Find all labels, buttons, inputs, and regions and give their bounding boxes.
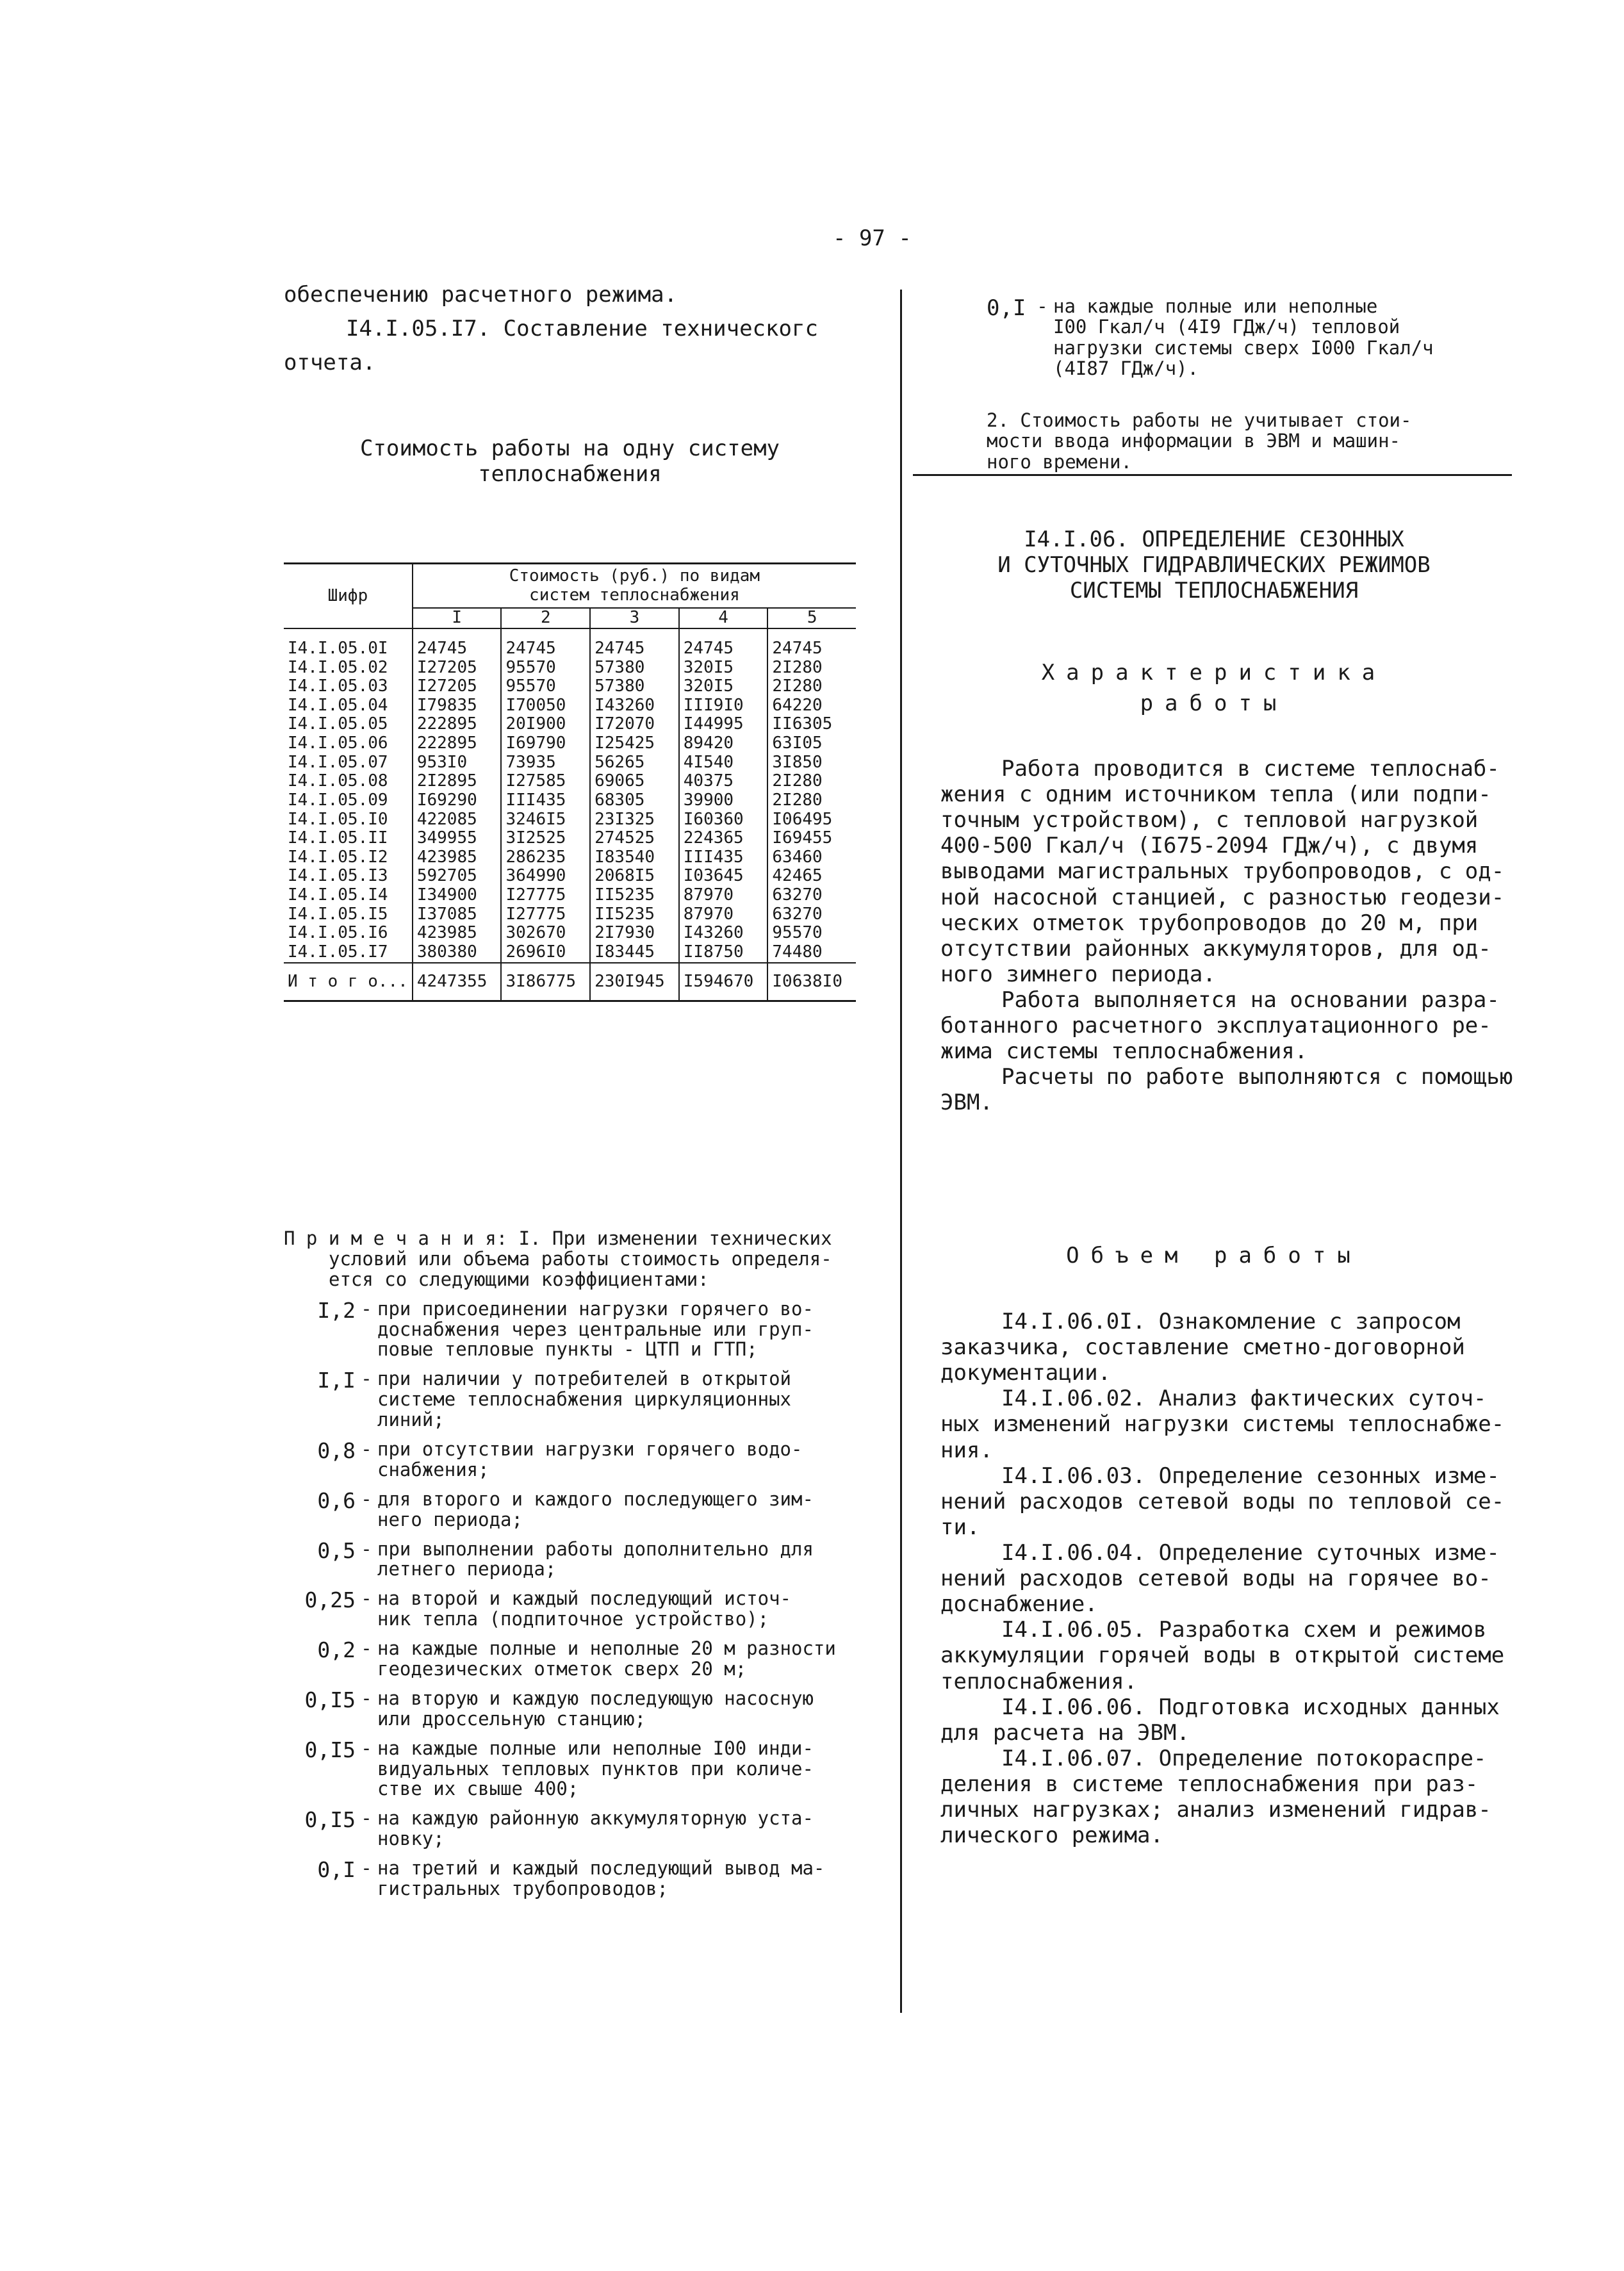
table-row [284,886,856,905]
cost-cell: 2I280 [767,791,856,810]
coefficient-text: для второго и каждого последующего зим- него периода; [377,1488,814,1530]
cost-cell: 224365 [679,829,768,848]
cost-cell: 4I540 [679,753,768,773]
row-code: I4.I.05.0I [288,638,388,658]
coefficient-note [284,1689,892,1730]
cost-cell: 24745 [679,628,768,659]
coefficient-text: на вторую и каждую последующую насосную или дроссельную станцию; [377,1687,814,1730]
cost-table [284,562,856,1002]
coefficient-note [284,1539,892,1580]
table-row [284,696,856,716]
cost-cell: I79835 [413,696,502,716]
coefficient-text: при отсутствии нагрузки горячего водо- снабжения; [377,1438,803,1480]
right-note-2: 2. Стоимость работы не учитывает стои- мости ввода информации в ЭВМ и машин- ного времени. [987,409,1412,473]
cost-cell: I44995 [679,715,768,734]
table-row [284,677,856,696]
total-value: I0638I0 [767,963,856,1001]
cost-cell: 87970 [679,905,768,924]
cost-cell: 2068I5 [590,867,679,886]
row-code: I4.I.05.I5 [288,904,388,924]
cost-cell: 24745 [767,628,856,659]
coefficient-note [284,1589,892,1630]
total-value: 4247355 [413,963,502,1001]
table-row [284,659,856,678]
coefficient-value: I,I [317,1368,356,1393]
dash: - [361,1857,372,1880]
table-row [284,867,856,886]
coefficient-text: при наличии у потребителей в открытой системе теплоснабжения циркуляционных линий; [377,1368,792,1431]
table-row [284,924,856,943]
cost-cell: I34900 [413,886,502,905]
coefficient-note [284,1739,892,1800]
coefficient-value: 0,I5 [304,1737,356,1762]
coefficient-value: 0,2 [317,1637,356,1663]
table-row [284,753,856,773]
cost-cell: II6305 [767,715,856,734]
cost-cell: 422085 [413,810,502,830]
code-header: Шифр [284,564,413,628]
row-code: I4.I.05.02 [288,657,388,677]
volume-text [940,1309,1543,1848]
work-item: I4.I.06.03. Определение сезонных изме- нений расходов сетевой воды по тепловой се- ти. [940,1463,1505,1540]
cost-cell: 423985 [413,848,502,867]
dash: - [361,1687,372,1709]
cost-cell: 74480 [767,943,856,963]
work-item: I4.I.06.0I. Ознакомление с запросом заказчика, составление сметно-договорной документации. [940,1309,1465,1386]
coefficient-value: 0,I5 [304,1687,356,1712]
table-row [284,791,856,810]
table-row [284,734,856,753]
characteristics-text [940,756,1543,1116]
coefficient-note [284,1369,892,1431]
work-item: I4.I.06.06. Подготовка исходных данных для расчета на ЭВМ. [940,1694,1500,1746]
notes-block [284,1229,892,1899]
dash: - [361,1438,372,1461]
cost-cell: 95570 [501,659,590,678]
row-code: I4.I.05.I3 [288,866,388,886]
cost-cell: 39900 [679,791,768,810]
cost-cell: II5235 [590,905,679,924]
cost-cell: III435 [679,848,768,867]
cost-cell: 302670 [501,924,590,943]
cost-cell: 63270 [767,905,856,924]
coefficient-text: на третий и каждый последующий вывод ма- гистральных трубопроводов; [377,1857,825,1900]
cost-cell: I69455 [767,829,856,848]
cost-cell: 3I850 [767,753,856,773]
coefficient-value: 0,5 [317,1537,356,1563]
cost-cell: 95570 [767,924,856,943]
cost-cell: 274525 [590,829,679,848]
cost-cell: I69790 [501,734,590,753]
column-header: I [413,608,502,628]
cost-cell: 364990 [501,867,590,886]
cost-cell: 95570 [501,677,590,696]
row-code: I4.I.05.09 [288,790,388,810]
notes-lead-word: П р и м е ч а н и я: [284,1227,508,1249]
dash: - [361,1807,372,1830]
dash: - [361,1537,372,1560]
cost-cell: 380380 [413,943,502,963]
row-code: I4.I.05.05 [288,714,388,734]
cost-cell: I27205 [413,677,502,696]
coefficient-note [284,1439,892,1480]
cost-cell: I70050 [501,696,590,716]
paragraph: Работа проводится в системе теплоснаб- жения с одним источником тепла (или подпи- точным устройством), с тепловой нагрузкой 400-500 Гкал/ч (I675-2094 ГДж/ч), с двумя выводами магистральных трубопроводов, с од- ной насосной станцией, с разностью геодези- ческих отметок трубопроводов до 20 м, при отсутствии районных аккумуляторов, для од- ного зимнего периода. [940,756,1505,987]
row-code: I4.I.05.07 [288,752,388,772]
cost-cell: 23I325 [590,810,679,830]
cost-cell: I25425 [590,734,679,753]
cost-cell: I43260 [590,696,679,716]
total-value: 3I86775 [501,963,590,1001]
cost-cell: 222895 [413,734,502,753]
notes-lead-rest: условий или объема работы стоимость определя- ется со следующими коэффициентами: [329,1247,832,1290]
cost-cell: 2I7930 [590,924,679,943]
cost-cell: I43260 [679,924,768,943]
cost-cell: I37085 [413,905,502,924]
row-code: I4.I.05.04 [288,695,388,715]
row-code: I4.I.05.I6 [288,923,388,943]
table-row [284,848,856,867]
work-item: I4.I.06.05. Разработка схем и режимов аккумуляции горячей воды в открытой системе теплоснабжения. [940,1617,1505,1694]
total-value: I594670 [679,963,768,1001]
dash: - [361,1488,372,1510]
cost-cell: III435 [501,791,590,810]
cost-cell: 24745 [413,628,502,659]
work-item: I4.I.06.02. Анализ фактических суточ- ных изменений нагрузки системы теплоснабже- ния. [940,1386,1505,1463]
coefficient-note [284,1858,892,1899]
column-divider [900,290,902,2013]
group-header: Стоимость (руб.) по видам систем теплоснабжения [413,564,856,609]
cost-cell: 320I5 [679,677,768,696]
cost-cell: 3246I5 [501,810,590,830]
coefficient-text: на второй и каждый последующий источ- ник тепла (подпиточное устройство); [377,1587,792,1630]
cost-cell: 320I5 [679,659,768,678]
volume-heading: Объем работы [1066,1243,1362,1268]
row-code: I4.I.05.I4 [288,885,388,905]
cost-cell: I72070 [590,715,679,734]
total-row [284,963,856,1001]
cost-cell: 592705 [413,867,502,886]
column-header: 4 [679,608,768,628]
coefficient-value: I,2 [317,1297,356,1323]
cost-cell: 87970 [679,886,768,905]
row-code: I4.I.05.08 [288,771,388,791]
paragraph: Работа выполняется на основании разра- ботанного расчетного эксплуатационного ре- жима системы теплоснабжения. [940,987,1500,1065]
cost-cell: 56265 [590,753,679,773]
table-row [284,905,856,924]
coefficient-value: 0,8 [317,1438,356,1464]
right-top-note: 0,I - на каждые полные или неполные I00 Гкал/ч (4I9 ГДж/ч) тепловой нагрузки системы сверх I000 Гкал/ч (4I87 ГДж/ч). [987,295,1434,380]
column-header: 3 [590,608,679,628]
cost-cell: 63270 [767,886,856,905]
row-code: I4.I.05.II [288,828,388,848]
cost-cell: 68305 [590,791,679,810]
item-14-1-05-17: I4.I.05.I7. Составление техническогс [346,316,818,341]
cost-cell: 2I2895 [413,772,502,791]
cost-cell: I27775 [501,886,590,905]
coefficient-text: на каждую районную аккумуляторную уста- новку; [377,1807,814,1850]
cost-cell: 2I280 [767,677,856,696]
cost-cell: 73935 [501,753,590,773]
coefficient-note [284,1299,892,1361]
cost-cell: I27585 [501,772,590,791]
total-label: И т о г о... [284,963,413,1001]
dash: - [361,1587,372,1610]
characteristics-heading: Характеристика работы [1041,660,1387,717]
coefficient-text: на каждые полные или неполные I00 инди- видуальных тепловых пунктов при количе- стве их свыше 400; [377,1737,814,1800]
cost-cell: 222895 [413,715,502,734]
cost-cell: I03645 [679,867,768,886]
row-code: I4.I.05.I7 [288,942,388,962]
row-code: I4.I.05.06 [288,734,388,753]
dash: - [361,1737,372,1759]
item-14-1-05-17-cont: отчета. [284,350,376,375]
coefficient-value: 0,6 [317,1488,356,1513]
table-row [284,810,856,830]
coefficient-note [284,1489,892,1530]
cost-cell: 349955 [413,829,502,848]
notes-lead-text: I. При изменении технических [518,1227,832,1249]
coefficient-value: 0,I5 [304,1807,356,1833]
cost-cell: I06495 [767,810,856,830]
cost-cell: 64220 [767,696,856,716]
cost-cell: 20I900 [501,715,590,734]
cost-cell: I60360 [679,810,768,830]
coefficient-text: на каждые полные и неполные 20 м разности геодезических отметок сверх 20 м; [377,1637,836,1680]
cost-cell: 69065 [590,772,679,791]
column-header: 2 [501,608,590,628]
dash: - [361,1637,372,1660]
coefficient-note [284,1808,892,1849]
total-value: 230I945 [590,963,679,1001]
paragraph: Расчеты по работе выполняются с помощью ЭВМ. [940,1064,1513,1116]
table-row [284,829,856,848]
cost-cell: 24745 [501,628,590,659]
page-number: - 97 - [833,225,912,251]
cost-cell: 24745 [590,628,679,659]
coefficient-text: при присоединении нагрузки горячего во- доснабжения через центральные или груп- повые тепловые пункты - ЦТП и ГТП; [377,1297,814,1361]
cost-cell: II5235 [590,886,679,905]
coefficient-note [284,1639,892,1680]
cost-cell: 2696I0 [501,943,590,963]
cost-cell: I83445 [590,943,679,963]
cost-cell: 3I2525 [501,829,590,848]
cost-cell: 42465 [767,867,856,886]
row-code: I4.I.05.03 [288,676,388,696]
cost-cell: I27205 [413,659,502,678]
work-item: I4.I.06.04. Определение суточных изме- нений расходов сетевой воды на горячее во- доснабжение. [940,1539,1500,1618]
coefficient-value: 0,I [317,1857,356,1883]
table-row [284,628,856,659]
cost-cell: 423985 [413,924,502,943]
row-code: I4.I.05.I0 [288,809,388,829]
cost-cell: 89420 [679,734,768,753]
cost-cell: III9I0 [679,696,768,716]
cost-cell: 57380 [590,677,679,696]
left-continuation-line: обеспечению расчетного режима. [284,282,678,307]
cost-cell: 286235 [501,848,590,867]
section-divider [913,474,1512,476]
cost-cell: 2I280 [767,772,856,791]
cost-cell: 2I280 [767,659,856,678]
table-row [284,715,856,734]
cost-cell: 63460 [767,848,856,867]
dash: - [361,1368,372,1390]
coefficient-text: при выполнении работы дополнительно для летнего периода; [377,1537,814,1580]
coefficient-value: 0,25 [304,1587,356,1613]
cost-cell: I27775 [501,905,590,924]
cost-cell: 40375 [679,772,768,791]
work-item: I4.I.06.07. Определение потокораспре- деления в системе теплоснабжения при раз- личных нагрузках; анализ изменений гидрав- лического режима. [940,1745,1491,1849]
dash: - [361,1297,372,1320]
cost-cell: 57380 [590,659,679,678]
column-header: 5 [767,608,856,628]
cost-cell: 63I05 [767,734,856,753]
table-caption: Стоимость работы на одну систему теплоснабжения [359,436,780,488]
cost-cell: I69290 [413,791,502,810]
cost-cell: I83540 [590,848,679,867]
cost-cell: II8750 [679,943,768,963]
row-code: I4.I.05.I2 [288,847,388,867]
table-row [284,943,856,963]
table-row [284,772,856,791]
section-title: I4.I.06. ОПРЕДЕЛЕНИЕ СЕЗОННЫХ И СУТОЧНЫХ ГИДРАВЛИЧЕСКИХ РЕЖИМОВ СИСТЕМЫ ТЕПЛОСНАБЖЕНИЯ [997,527,1431,604]
cost-cell: 953I0 [413,753,502,773]
